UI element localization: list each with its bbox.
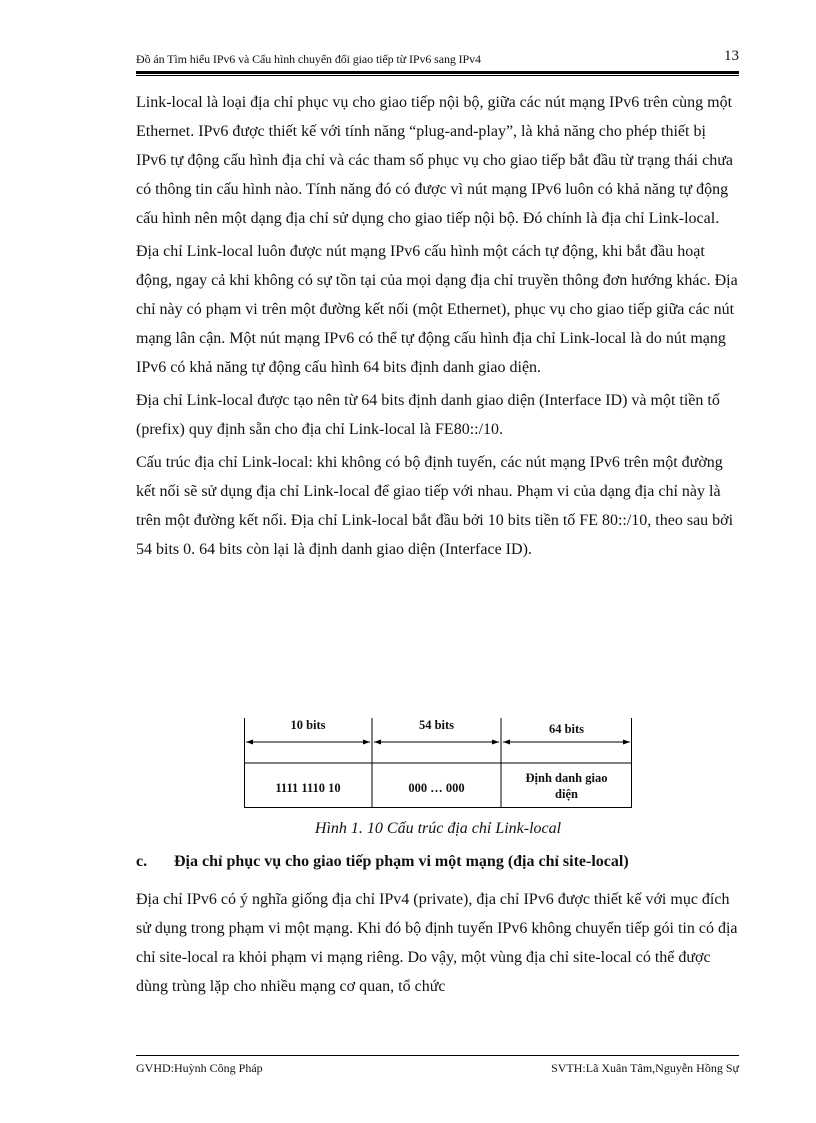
section-heading (136, 853, 740, 871)
paragraph-1: Link-local là loại địa chỉ phục vụ cho giao tiếp nội bộ, giữa các nút mạng IPv6 trên cùng một Ethernet. IPv6 được thiết kế với tính năng “plug-and-play”, là khả năng cho phép thiết bị IPv6 tự động cấu hình địa chỉ và các tham số phục vụ cho giao tiếp bắt đầu từ trạng thái chưa có thông tin cấu hình nào. Tính năng đó có được vì nút mạng IPv6 luôn có khả năng tự động cấu hình nên một dạng địa chỉ sử dụng cho giao tiếp nội bộ. Đó chính là địa chỉ Link-local. (136, 94, 733, 227)
document-title: Đồ án Tìm hiểu IPv6 và Cấu hình chuyển đổi giao tiếp từ IPv6 sang IPv4 (136, 52, 481, 66)
column-label-64-bits: 64 bits (548, 722, 585, 736)
figure-caption: Hình 1. 10 Cấu trúc địa chỉ Link-local (314, 820, 562, 837)
body-text (136, 88, 740, 568)
paragraph-3: Địa chỉ Link-local được tạo nên từ 64 bits định danh giao diện (Interface ID) và một tiền tố (prefix) quy định sẵn cho địa chỉ Link-local là FE80::/10. (136, 392, 720, 438)
section-letter: c. (136, 853, 148, 870)
header-rule (136, 71, 739, 74)
zero-bits-cell: 000 … 000 (408, 781, 465, 795)
footer-students: SVTH:Lã Xuân Tâm,Nguyễn Hồng Sự (551, 1061, 739, 1075)
section-paragraph-1: Địa chỉ IPv6 có ý nghĩa giống địa chỉ IPv4 (private), địa chỉ IPv6 được thiết kế với mục đích sử dụng trong phạm vi một mạng. Khi đó bộ định tuyến IPv6 không chuyển tiếp gói tin có địa chỉ site-local ra khỏi phạm vi mạng riêng. Do vậy, một vùng địa chỉ site-local có thể được dùng trùng lặp cho nhiều mạng cơ quan, tổ chức (136, 891, 738, 995)
column-label-54-bits: 54 bits (418, 718, 455, 732)
page-number: 13 (724, 48, 739, 64)
footer-supervisor: GVHD:Huỳnh Công Pháp (136, 1061, 263, 1075)
link-local-structure-figure (244, 718, 632, 808)
page-header (136, 48, 739, 70)
column-label-10-bits: 10 bits (290, 718, 326, 732)
paragraph-4: Cấu trúc địa chỉ Link-local: khi không có bộ định tuyến, các nút mạng IPv6 trên một đường kết nối sẽ sử dụng địa chỉ Link-local để giao tiếp với nhau. Phạm vi của dạng địa chỉ này là trên một đường kết nối. Địa chỉ Link-local bắt đầu bởi 10 bits tiền tố FE 80::/10, theo sau bởi 54 bits 0. 64 bits còn lại là định danh giao diện (Interface ID). (136, 454, 734, 558)
section-title: Địa chỉ phục vụ cho giao tiếp phạm vi một mạng (địa chỉ site-local) (174, 853, 629, 870)
interface-id-cell: Định danh giao diện (525, 771, 608, 801)
prefix-bits-cell: 1111 1110 10 (275, 781, 341, 795)
section-body (136, 885, 740, 1005)
paragraph-2: Địa chỉ Link-local luôn được nút mạng IPv6 cấu hình một cách tự động, khi bắt đầu hoạt động, ngay cả khi không có sự tồn tại của mọi dạng địa chỉ truyền thông đơn hướng khác. Địa chỉ này có phạm vi trên một đường kết nối (một Ethernet), phục vụ cho giao tiếp giữa các nút mạng lân cận. Một nút mạng IPv6 có thể tự động cấu hình địa chỉ Link-local là do nút mạng IPv6 có khả năng tự động cấu hình 64 bits định danh giao diện. (136, 243, 738, 376)
footer-rule (136, 1055, 739, 1056)
header-rule-thin (136, 75, 739, 76)
